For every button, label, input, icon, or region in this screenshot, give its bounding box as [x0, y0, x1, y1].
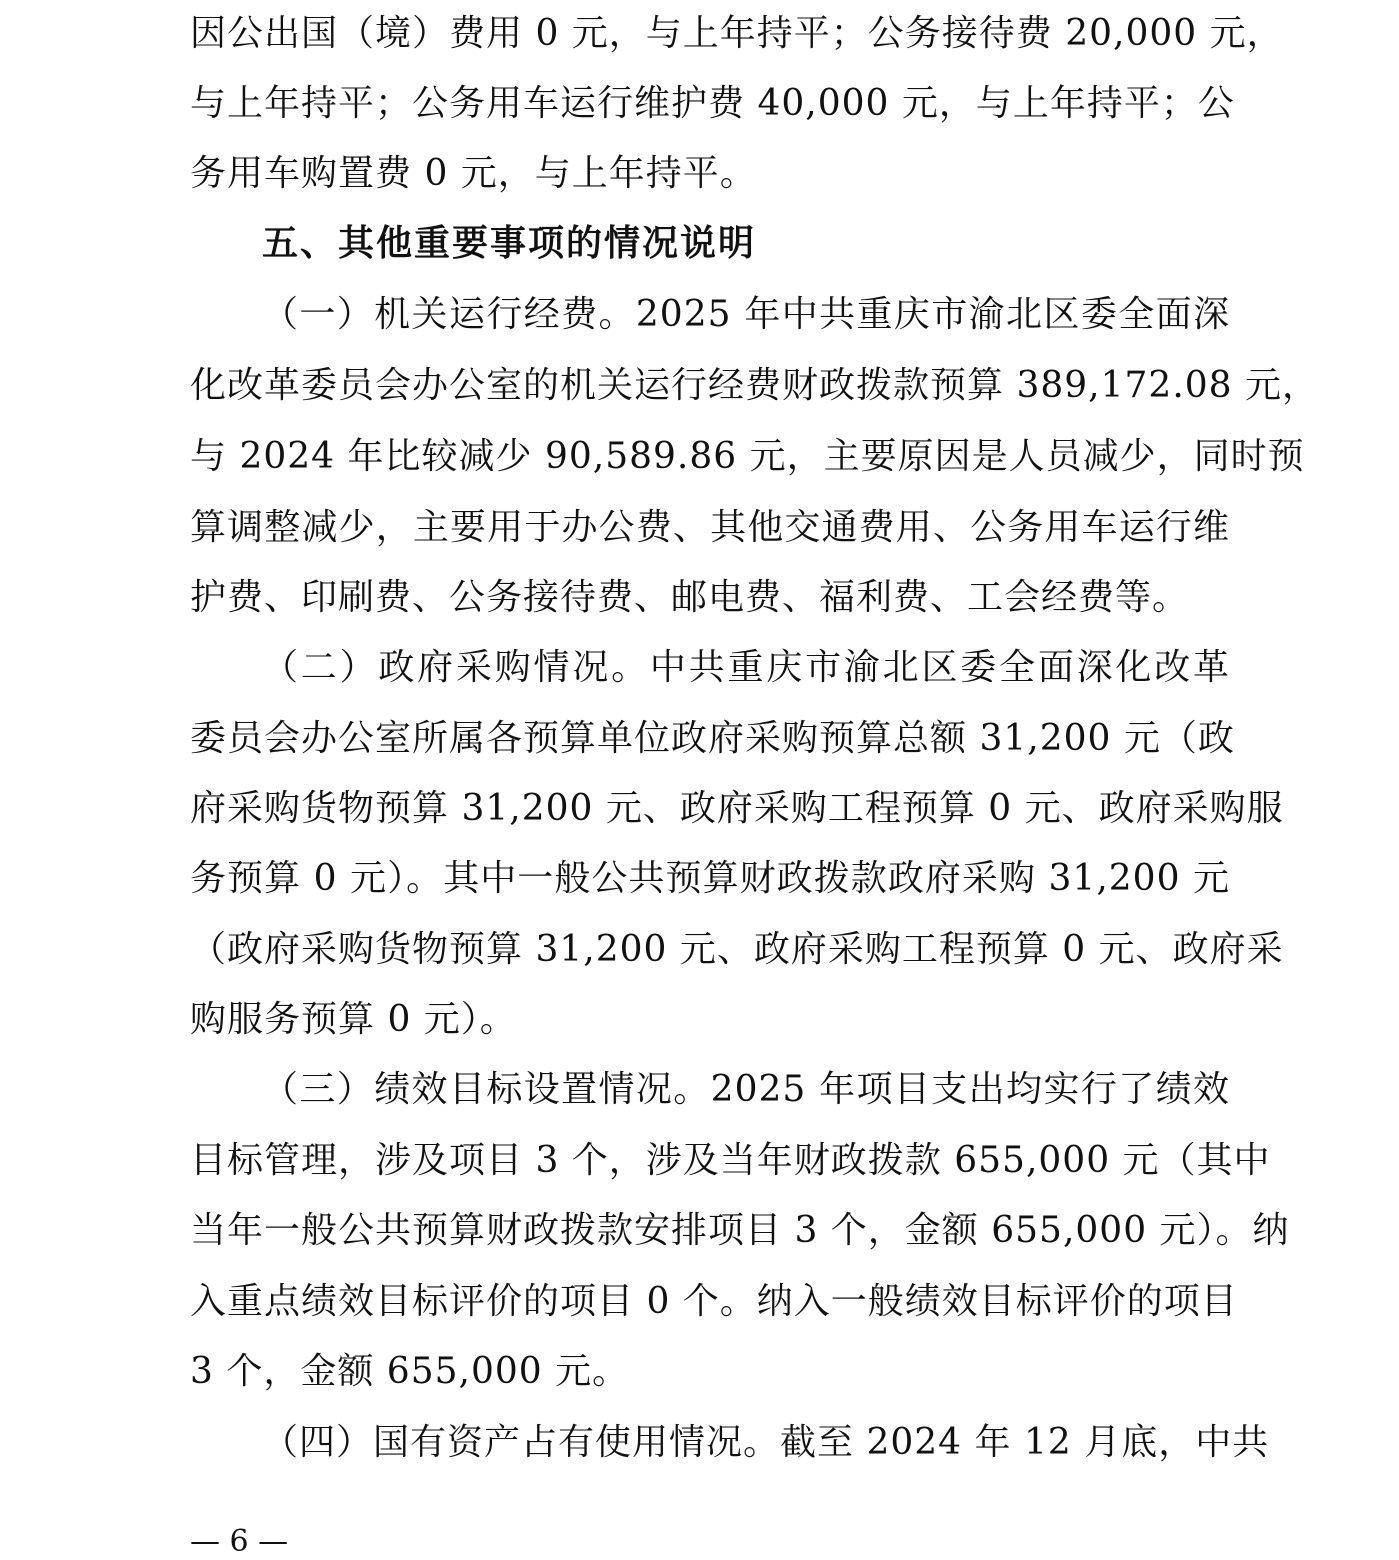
text-line: 化改革委员会办公室的机关运行经费财政拨款预算 389,172.08 元，: [190, 365, 1320, 406]
text-line: 府采购货物预算 31,200 元、政府采购工程预算 0 元、政府采购服: [190, 788, 1284, 829]
paragraph-first-line: （三）绩效目标设置情况。2025 年项目支出均实行了绩效: [262, 1069, 1230, 1110]
paragraph-first-line: （四）国有资产占有使用情况。截至 2024 年 12 月底，中共: [262, 1422, 1270, 1463]
text-line: 务预算 0 元）。其中一般公共预算财政拨款政府采购 31,200 元: [190, 858, 1230, 899]
text-line: 3 个，金额 655,000 元。: [190, 1351, 630, 1392]
text-line: 委员会办公室所属各预算单位政府采购预算总额 31,200 元（政: [190, 718, 1235, 759]
text-line: 算调整减少，主要用于办公费、其他交通费用、公务用车运行维: [190, 507, 1230, 548]
page-number: — 6 —: [190, 1524, 289, 1559]
text-line: 目标管理，涉及项目 3 个，涉及当年财政拨款 655,000 元（其中: [190, 1140, 1271, 1181]
paragraph-first-line: （二）政府采购情况。中共重庆市渝北区委全面深化改革: [262, 647, 1230, 688]
text-line: 因公出国（境）费用 0 元，与上年持平；公务接待费 20,000 元，: [190, 13, 1284, 54]
text-line: （政府采购货物预算 31,200 元、政府采购工程预算 0 元、政府采: [190, 929, 1284, 970]
text-line: 护费、印刷费、公务接待费、邮电费、福利费、工会经费等。: [190, 577, 1190, 618]
text-line: 与 2024 年比较减少 90,589.86 元，主要原因是人员减少，同时预: [190, 436, 1305, 477]
text-line: 与上年持平；公务用车运行维护费 40,000 元，与上年持平；公: [190, 83, 1235, 124]
text-line: 务用车购置费 0 元，与上年持平。: [190, 153, 757, 194]
section-heading: 五、其他重要事项的情况说明: [262, 223, 757, 264]
text-line: 当年一般公共预算财政拨款安排项目 3 个，金额 655,000 元）。纳: [190, 1210, 1290, 1251]
text-line: 入重点绩效目标评价的项目 0 个。纳入一般绩效目标评价的项目: [190, 1281, 1238, 1322]
text-line: 购服务预算 0 元）。: [190, 999, 517, 1040]
paragraph-first-line: （一）机关运行经费。2025 年中共重庆市渝北区委全面深: [262, 294, 1230, 335]
